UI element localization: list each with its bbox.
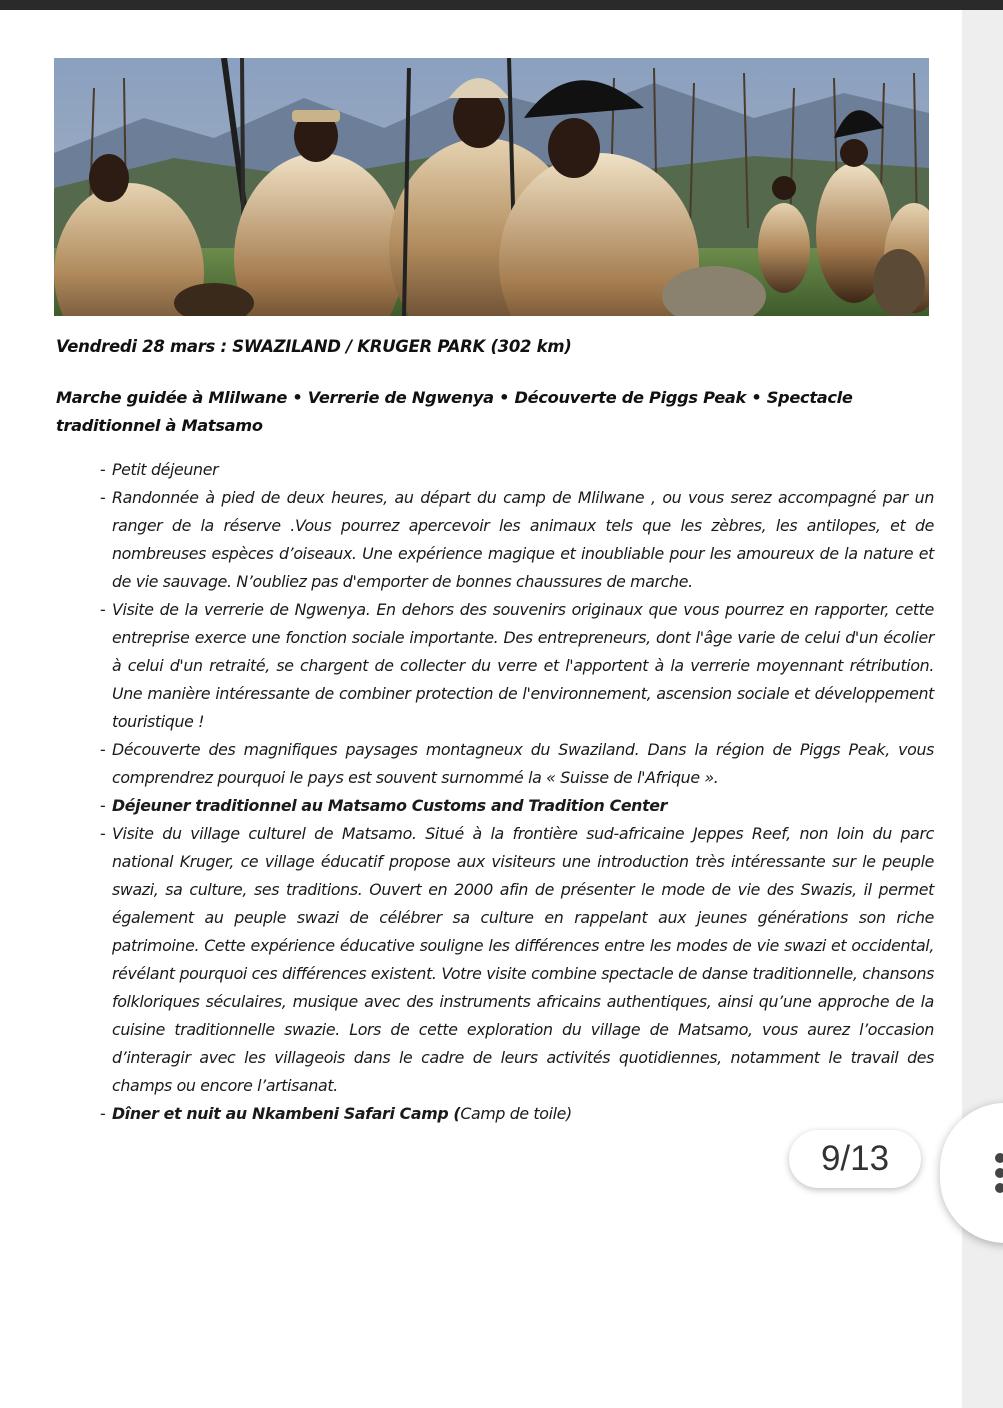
warriors-illustration [54,58,929,316]
program-item: - Découverte des magnifiques paysages montagneux du Swaziland. Dans la région de Piggs Peak, vous comprendrez pourquoi le pays est souvent surnommé la « Suisse de l'Afrique ». [100,736,934,792]
day-program [100,456,934,1128]
program-item: - Visite du village culturel de Matsamo. Situé à la frontière sud-africaine Jeppes Reef, non loin du parc national Kruger, ce village éducatif propose aux visiteurs une introduction très intéressante sur le peuple swazi, sa culture, ses traditions. Ouvert en 2000 afin de présenter le mode de vie des Swazis, il permet également au peuple swazi de célébrer sa culture en rappelant aux jeunes générations son riche patrimoine. Cette expérience éducative souligne les différences entre les modes de vie swazi et occidental, révélant pourquoi ces différences existent. Votre visite combine spectacle de danse traditionnelle, chansons folkloriques séculaires, musique avec des instruments africains authentiques, ainsi qu’une approche de la cuisine traditionnelle swazie. Lors de cette exploration du village de Matsamo, vous aurez l’occasion d’interagir avec les villageois dans le cadre de leurs activités quotidiennes, notamment le travail des champs ou encore l’artisanat. [100,820,934,1100]
status-bar [0,0,1003,10]
program-item: - Visite de la verrerie de Ngwenya. En dehors des souvenirs originaux que vous pourrez en rapporter, cette entreprise exerce une fonction sociale importante. Des entrepreneurs, dont l'âge varie de celui d'un écolier à celui d'un retraité, se chargent de collecter du verre et l'apportent à la verrerie moyennant rétribution. Une manière intéressante de combiner protection de l'environnement, ascension sociale et développement touristique ! [100,596,934,736]
page-indicator: 9/13 [789,1130,921,1188]
program-item: - Petit déjeuner [100,456,934,484]
program-item: - Dîner et nuit au Nkambeni Safari Camp (Camp de toile) [100,1100,934,1128]
program-item: - Déjeuner traditionnel au Matsamo Customs and Tradition Center [100,792,934,820]
program-item: - Randonnée à pied de deux heures, au départ du camp de Mlilwane , ou vous serez accompagné par un ranger de la réserve .Vous pourrez apercevoir les animaux tels que les zèbres, les antilopes, et de nombreuses espèces d’oiseaux. Une expérience magique et inoubliable pour les amoureux de la nature et de vie sauvage. N’oubliez pas d'emporter de bonnes chaussures de marche. [100,484,934,596]
day-highlights: Marche guidée à Mlilwane • Verrerie de Ngwenya • Découverte de Piggs Peak • Spectacle traditionnel à Matsamo [56,388,853,435]
day-title: Vendredi 28 mars : SWAZILAND / KRUGER PARK (302 km) [56,337,572,356]
warriors-photo [54,58,929,316]
